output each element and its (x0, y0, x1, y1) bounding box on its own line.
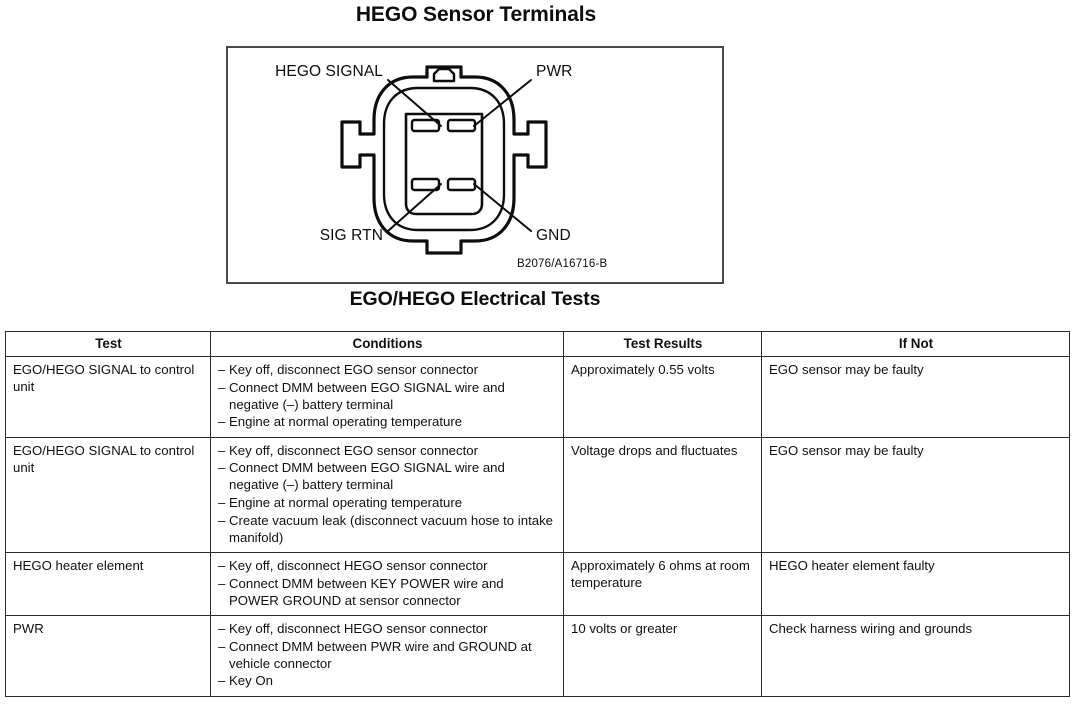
condition-item (218, 361, 557, 378)
cell-test-text: EGO/HEGO SIGNAL to control unit (13, 442, 195, 475)
condition-item (218, 575, 557, 609)
diagram-part-number: B2076/A16716-B (517, 258, 608, 270)
terminal-slot-pwr (448, 120, 475, 131)
conditions-list (218, 620, 557, 689)
leader-lines (388, 80, 531, 231)
condition-text: Key off, disconnect HEGO sensor connector (229, 558, 488, 574)
cell-test (6, 357, 211, 438)
cell-test-results-text: Approximately 0.55 volts (571, 362, 715, 378)
page-title: HEGO Sensor Terminals (355, 3, 597, 26)
dash-bullet: – (218, 638, 226, 654)
condition-item (218, 494, 557, 511)
condition-text: Key On (229, 673, 273, 689)
condition-item (218, 379, 557, 413)
cell-test-results (564, 357, 762, 438)
condition-text: Key off, disconnect EGO sensor connector (229, 362, 478, 378)
cell-if-not-text: Check harness wiring and grounds (769, 621, 973, 637)
dash-bullet: – (218, 512, 226, 528)
cell-test-results (564, 616, 762, 697)
condition-item (218, 413, 557, 430)
dash-bullet: – (218, 575, 226, 591)
dash-bullet: – (218, 460, 226, 476)
table-row (6, 357, 1070, 438)
dash-bullet: – (218, 621, 226, 637)
conditions-list (218, 557, 557, 609)
condition-item (218, 442, 557, 459)
label-pwr: PWR (536, 63, 573, 80)
condition-text: Connect DMM between EGO SIGNAL wire and negative (–) battery terminal (229, 460, 505, 493)
hego-connector-diagram (228, 48, 722, 282)
cell-test-results-text: Voltage drops and fluctuates (571, 442, 738, 458)
table-row (6, 437, 1070, 552)
connector-diagram-panel (226, 46, 724, 284)
dash-bullet: – (218, 673, 226, 689)
cell-if-not-text: HEGO heater element faulty (769, 558, 935, 574)
condition-text: Key off, disconnect HEGO sensor connector (229, 621, 488, 637)
dash-bullet: – (218, 379, 226, 395)
cell-if-not-text: EGO sensor may be faulty (769, 362, 924, 378)
connector-inner-shell (384, 88, 504, 230)
condition-item (218, 672, 557, 689)
condition-text: Create vacuum leak (disconnect vacuum hose to intake manifold) (229, 512, 553, 545)
cell-test (6, 616, 211, 697)
conditions-list (218, 442, 557, 546)
terminal-slot-gnd (448, 179, 475, 190)
cell-if-not-text: EGO sensor may be faulty (769, 442, 924, 458)
conditions-list (218, 361, 557, 430)
cell-test-text: EGO/HEGO SIGNAL to control unit (13, 362, 195, 395)
column-header-if-not: If Not (762, 332, 1070, 357)
dash-bullet: – (218, 495, 226, 510)
cell-if-not (762, 616, 1070, 697)
condition-text: Connect DMM between EGO SIGNAL wire and negative (–) battery terminal (229, 379, 505, 412)
label-hego-signal: HEGO SIGNAL (275, 63, 383, 80)
ego-hego-electrical-tests-table (5, 331, 1070, 697)
label-sig-rtn: SIG RTN (319, 227, 383, 244)
condition-item (218, 512, 557, 546)
condition-text: Engine at normal operating temperature (229, 414, 463, 430)
condition-item (218, 620, 557, 637)
cell-test-results (564, 553, 762, 616)
connector-top-latch (434, 69, 454, 81)
cell-if-not (762, 437, 1070, 552)
column-header-test: Test (6, 332, 211, 357)
connector-outer-shell (342, 67, 546, 253)
cell-test-text: PWR (13, 621, 44, 637)
cell-if-not (762, 553, 1070, 616)
cell-test-text: HEGO heater element (13, 558, 144, 574)
cell-test-results-text: 10 volts or greater (571, 621, 678, 637)
condition-item (218, 557, 557, 574)
dash-bullet: – (218, 442, 226, 458)
table-row (6, 553, 1070, 616)
table-row (6, 616, 1070, 697)
cell-test (6, 553, 211, 616)
dash-bullet: – (218, 362, 226, 378)
cell-test-results-text: Approximately 6 ohms at room temperature (571, 558, 750, 591)
column-header-test-results: Test Results (564, 332, 762, 357)
condition-text: Connect DMM between PWR wire and GROUND at vehicle connector (229, 638, 532, 671)
condition-text: Key off, disconnect EGO sensor connector (229, 442, 478, 458)
cell-if-not (762, 357, 1070, 438)
section-heading: EGO/HEGO Electrical Tests (349, 288, 601, 310)
cell-test-results (564, 437, 762, 552)
label-gnd: GND (536, 227, 571, 244)
table-header-row (6, 332, 1070, 357)
condition-item (218, 459, 557, 493)
cell-conditions (211, 437, 564, 552)
condition-text: Engine at normal operating temperature (229, 495, 463, 510)
condition-item (218, 638, 557, 672)
condition-text: Connect DMM between KEY POWER wire and POWER GROUND at sensor connector (229, 575, 504, 608)
terminal-slots (412, 120, 475, 190)
dash-bullet: – (218, 558, 226, 574)
cell-conditions (211, 357, 564, 438)
table-body (6, 357, 1070, 697)
cell-conditions (211, 616, 564, 697)
cell-test (6, 437, 211, 552)
column-header-conditions: Conditions (211, 332, 564, 357)
cell-conditions (211, 553, 564, 616)
dash-bullet: – (218, 414, 226, 430)
